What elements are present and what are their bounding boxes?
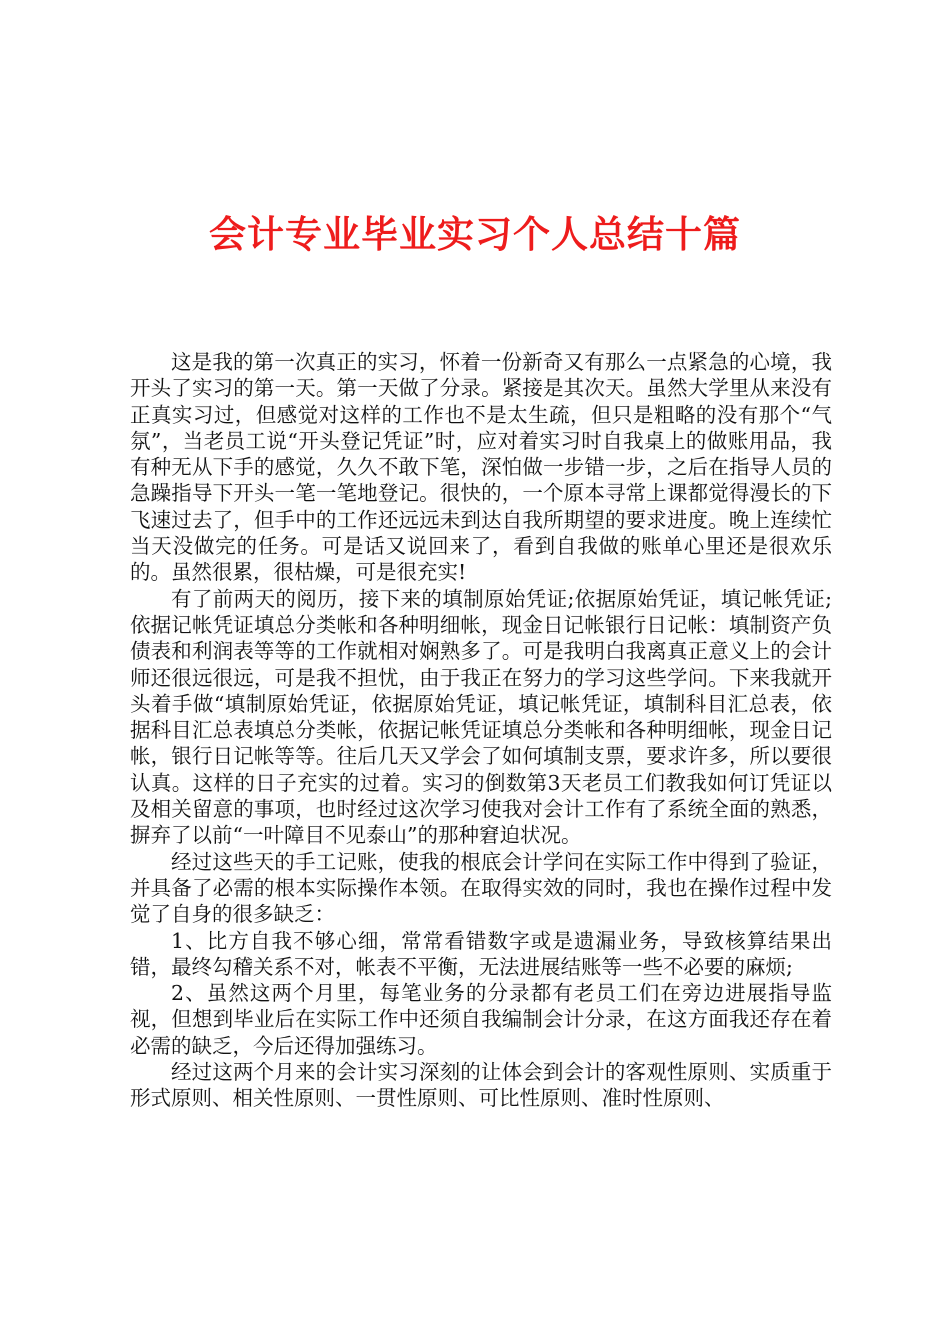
paragraph-6: 经过这两个月来的会计实习深刻的让体会到会计的客观性原则、实质重于形式原则、相关性原则、一贯性原则、可比性原则、准时性原则、 — [130, 1060, 832, 1111]
document-body — [130, 349, 832, 1112]
paragraph-1: 这是我的第一次真正的实习，怀着一份新奇又有那么一点紧急的心境，我开头了实习的第一天。第一天做了分录。紧接是其次天。虽然大学里从来没有正真实习过，但感觉对这样的工作也不是太生疏，但只是粗略的没有那个“气氛”，当老员工说“开头登记凭证”时，应对着实习时自我桌上的做账用品，我有种无从下手的感觉，久久不敢下笔，深怕做一步错一步，之后在指导人员的急躁指导下开头一笔一笔地登记。很快的，一个原本寻常上课都觉得漫长的下飞速过去了，但手中的工作还远远未到达自我所期望的要求进度。晚上连续忙当天没做完的任务。可是话又说回来了，看到自我做的账单心里还是很欢乐的。虽然很累，很枯燥，可是很充实! — [130, 350, 832, 585]
paragraph-3: 经过这些天的手工记账，使我的根底会计学问在实际工作中得到了验证，并具备了必需的根本实际操作本领。在取得实效的同时，我也在操作过程中发觉了自身的很多缺乏： — [130, 849, 832, 927]
paragraph-4: 1、比方自我不够心细，常常看错数字或是遗漏业务，导致核算结果出错，最终勾稽关系不对，帐表不平衡，无法进展结账等一些不必要的麻烦; — [130, 928, 832, 979]
paragraph-5: 2、虽然这两个月里，每笔业务的分录都有老员工们在旁边进展指导监视，但想到毕业后在实际工作中还须自我编制会计分录，在这方面我还存在着必需的缺乏，今后还得加强练习。 — [130, 981, 832, 1058]
paragraph-2: 有了前两天的阅历，接下来的填制原始凭证;依据原始凭证，填记帐凭证;依据记帐凭证填总分类帐和各种明细帐，现金日记帐银行日记帐：填制资产负债表和利润表等等的工作就相对娴熟多了。可是我明白我离真正意义上的会计师还很远很远，可是我不担忧，由于我正在努力的学习这些学问。下来我就开头着手做“填制原始凭证，依据原始凭证，填记帐凭证，填制科目汇总表，依据科目汇总表填总分类帐，依据记帐凭证填总分类帐和各种明细帐，现金日记帐，银行日记帐等等。往后几天又学会了如何填制支票，要求许多，所以要很认真。这样的日子充实的过着。实习的倒数第3天老员工们教我如何订凭证以及相关留意的事项，也时经过这次学习使我对会计工作有了系统全面的熟悉，摒弃了以前“一叶障目不见泰山”的那种窘迫状况。 — [130, 586, 832, 848]
document-title: 会计专业毕业实习个人总结十篇 — [209, 212, 741, 256]
